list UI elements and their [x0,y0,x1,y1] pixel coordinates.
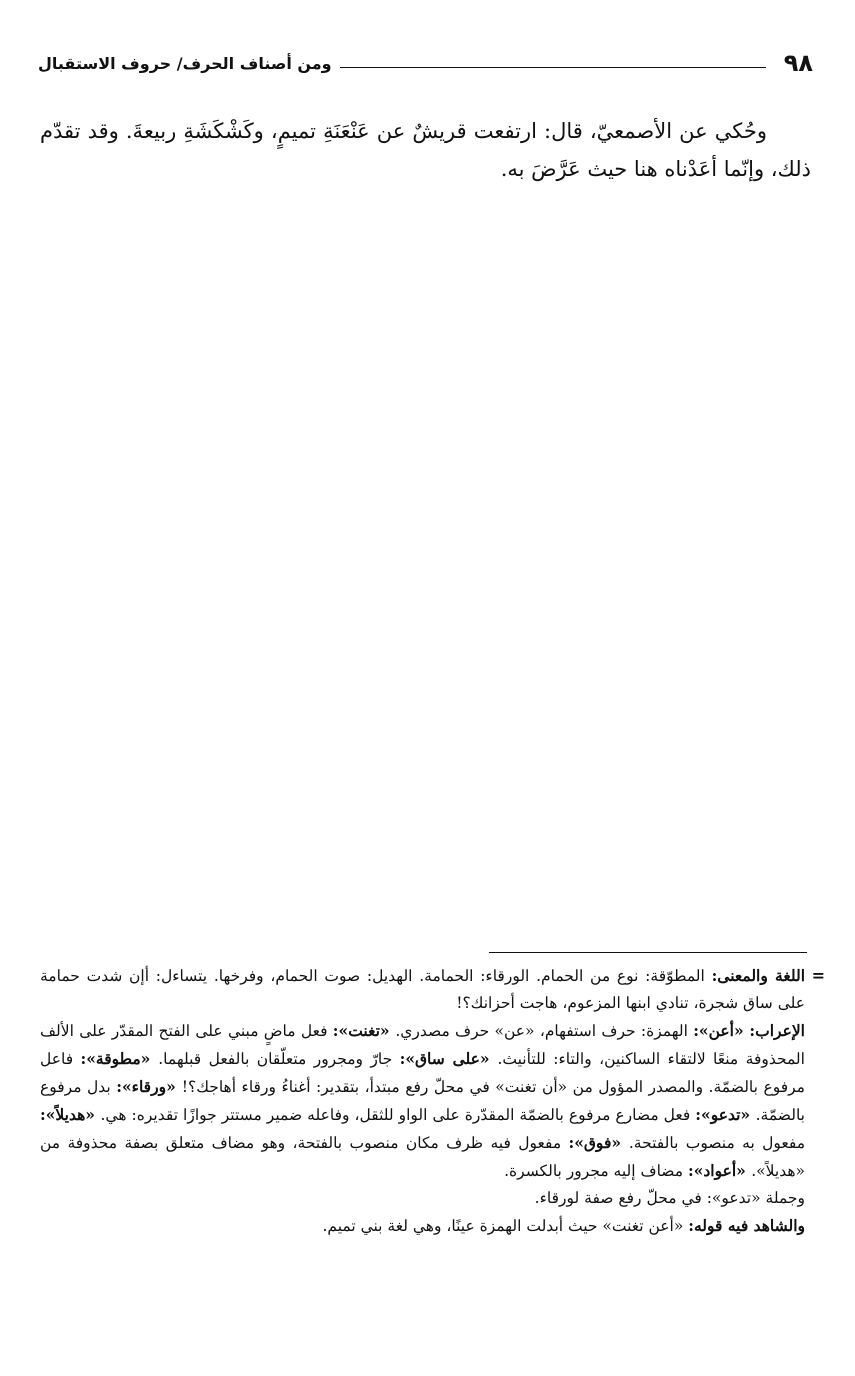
footnote-lugha-lead: اللغة والمعنى: [711,966,805,985]
footnote-irab-lead: الإعراب: [749,1021,805,1040]
irab-text-5: بدل مرفوع بالضمّة. [40,1078,805,1124]
irab-term-5: «ورقاء»: [116,1077,182,1096]
footnote-irab [40,1017,805,1185]
irab-term-2: «تغنت»: [332,1021,396,1040]
footnote-shahid-lead: والشاهد فيه قوله: [688,1216,805,1235]
footnote-lugha-text: المطوّقة: نوع من الحمام. الورقاء: الحمامة. الهديل: صوت الحمام، وفرخها. يتساءل: أإن شدت حمامة على ساق شجرة، تنادي ابنها المزعوم، هاجت أحزانك؟! [40,967,805,1012]
footnotes [40,962,805,1240]
irab-text-4: فاعل مرفوع بالضمّة. والمصدر المؤول من «أن تغنت» في محلّ رفع مبتدأ، بتقدير: أغناءُ ورقاء أهاجك؟! [40,1050,805,1096]
page-header [38,46,813,80]
page-number: ٩٨ [783,49,813,77]
irab-term-7: «هديلاً»: [40,1105,101,1124]
footnote-lugha [40,962,805,1017]
footnote-separator [489,952,807,953]
footnote-shahid [40,1212,805,1240]
irab-term-4: «مطوقة»: [80,1049,159,1068]
footnote-jumla: وجملة «تدعو»: في محلّ رفع صفة لورقاء. [534,1189,805,1207]
irab-text-3: جارّ ومجرور متعلّقان بالفعل قبلهما. [158,1050,400,1068]
irab-text-8: مفعول فيه ظرف مكان منصوب بالفتحة، وهو مضاف متعلق بصفة محذوفة من «هديلاً». [40,1134,805,1180]
main-paragraph: وحُكي عن الأصمعيّ، قال: ارتفعت قريشٌ عن عَنْعَنَةِ تميمٍ، وكَشْكَشَةِ ربيعةَ. وقد تقدّم ذلك، وإنّما أعَدْناه هنا حيث عَرَّضَ به. [40,119,811,181]
irab-text-1: الهمزة: حرف استفهام، «عن» حرف مصدري. [395,1022,694,1040]
irab-term-8: «فوق»: [568,1133,629,1152]
running-title: ومن أصناف الحرف/ حروف الاستقبال [38,53,332,73]
irab-term-9: «أعواد»: [687,1161,752,1180]
irab-text-7: مفعول به منصوب بالفتحة. [628,1134,806,1152]
irab-text-9: مضاف إليه مجرور بالكسرة. [504,1162,688,1180]
header-rule [340,67,766,68]
continuation-mark: = [811,966,825,985]
irab-text-2: فعل ماضٍ مبني على الفتح المقدّر على الألف المحذوفة منعًا لالتقاء الساكنين، والتاء: للتأنيث. [40,1022,805,1068]
irab-term-1: «أعن»: [693,1021,750,1040]
irab-text-6: فعل مضارع مرفوع بالضمّة المقدّرة على الواو للثقل، وفاعله ضمير مستتر جوازًا تقديره: هي. [100,1106,696,1124]
irab-term-3: «على ساق»: [399,1049,498,1068]
footnote-shahid-text: «أعن تغنت» حيث أبدلت الهمزة عينًا، وهي لغة بني تميم. [322,1217,689,1235]
irab-term-6: «تدعو»: [695,1105,756,1124]
main-text [40,112,811,188]
